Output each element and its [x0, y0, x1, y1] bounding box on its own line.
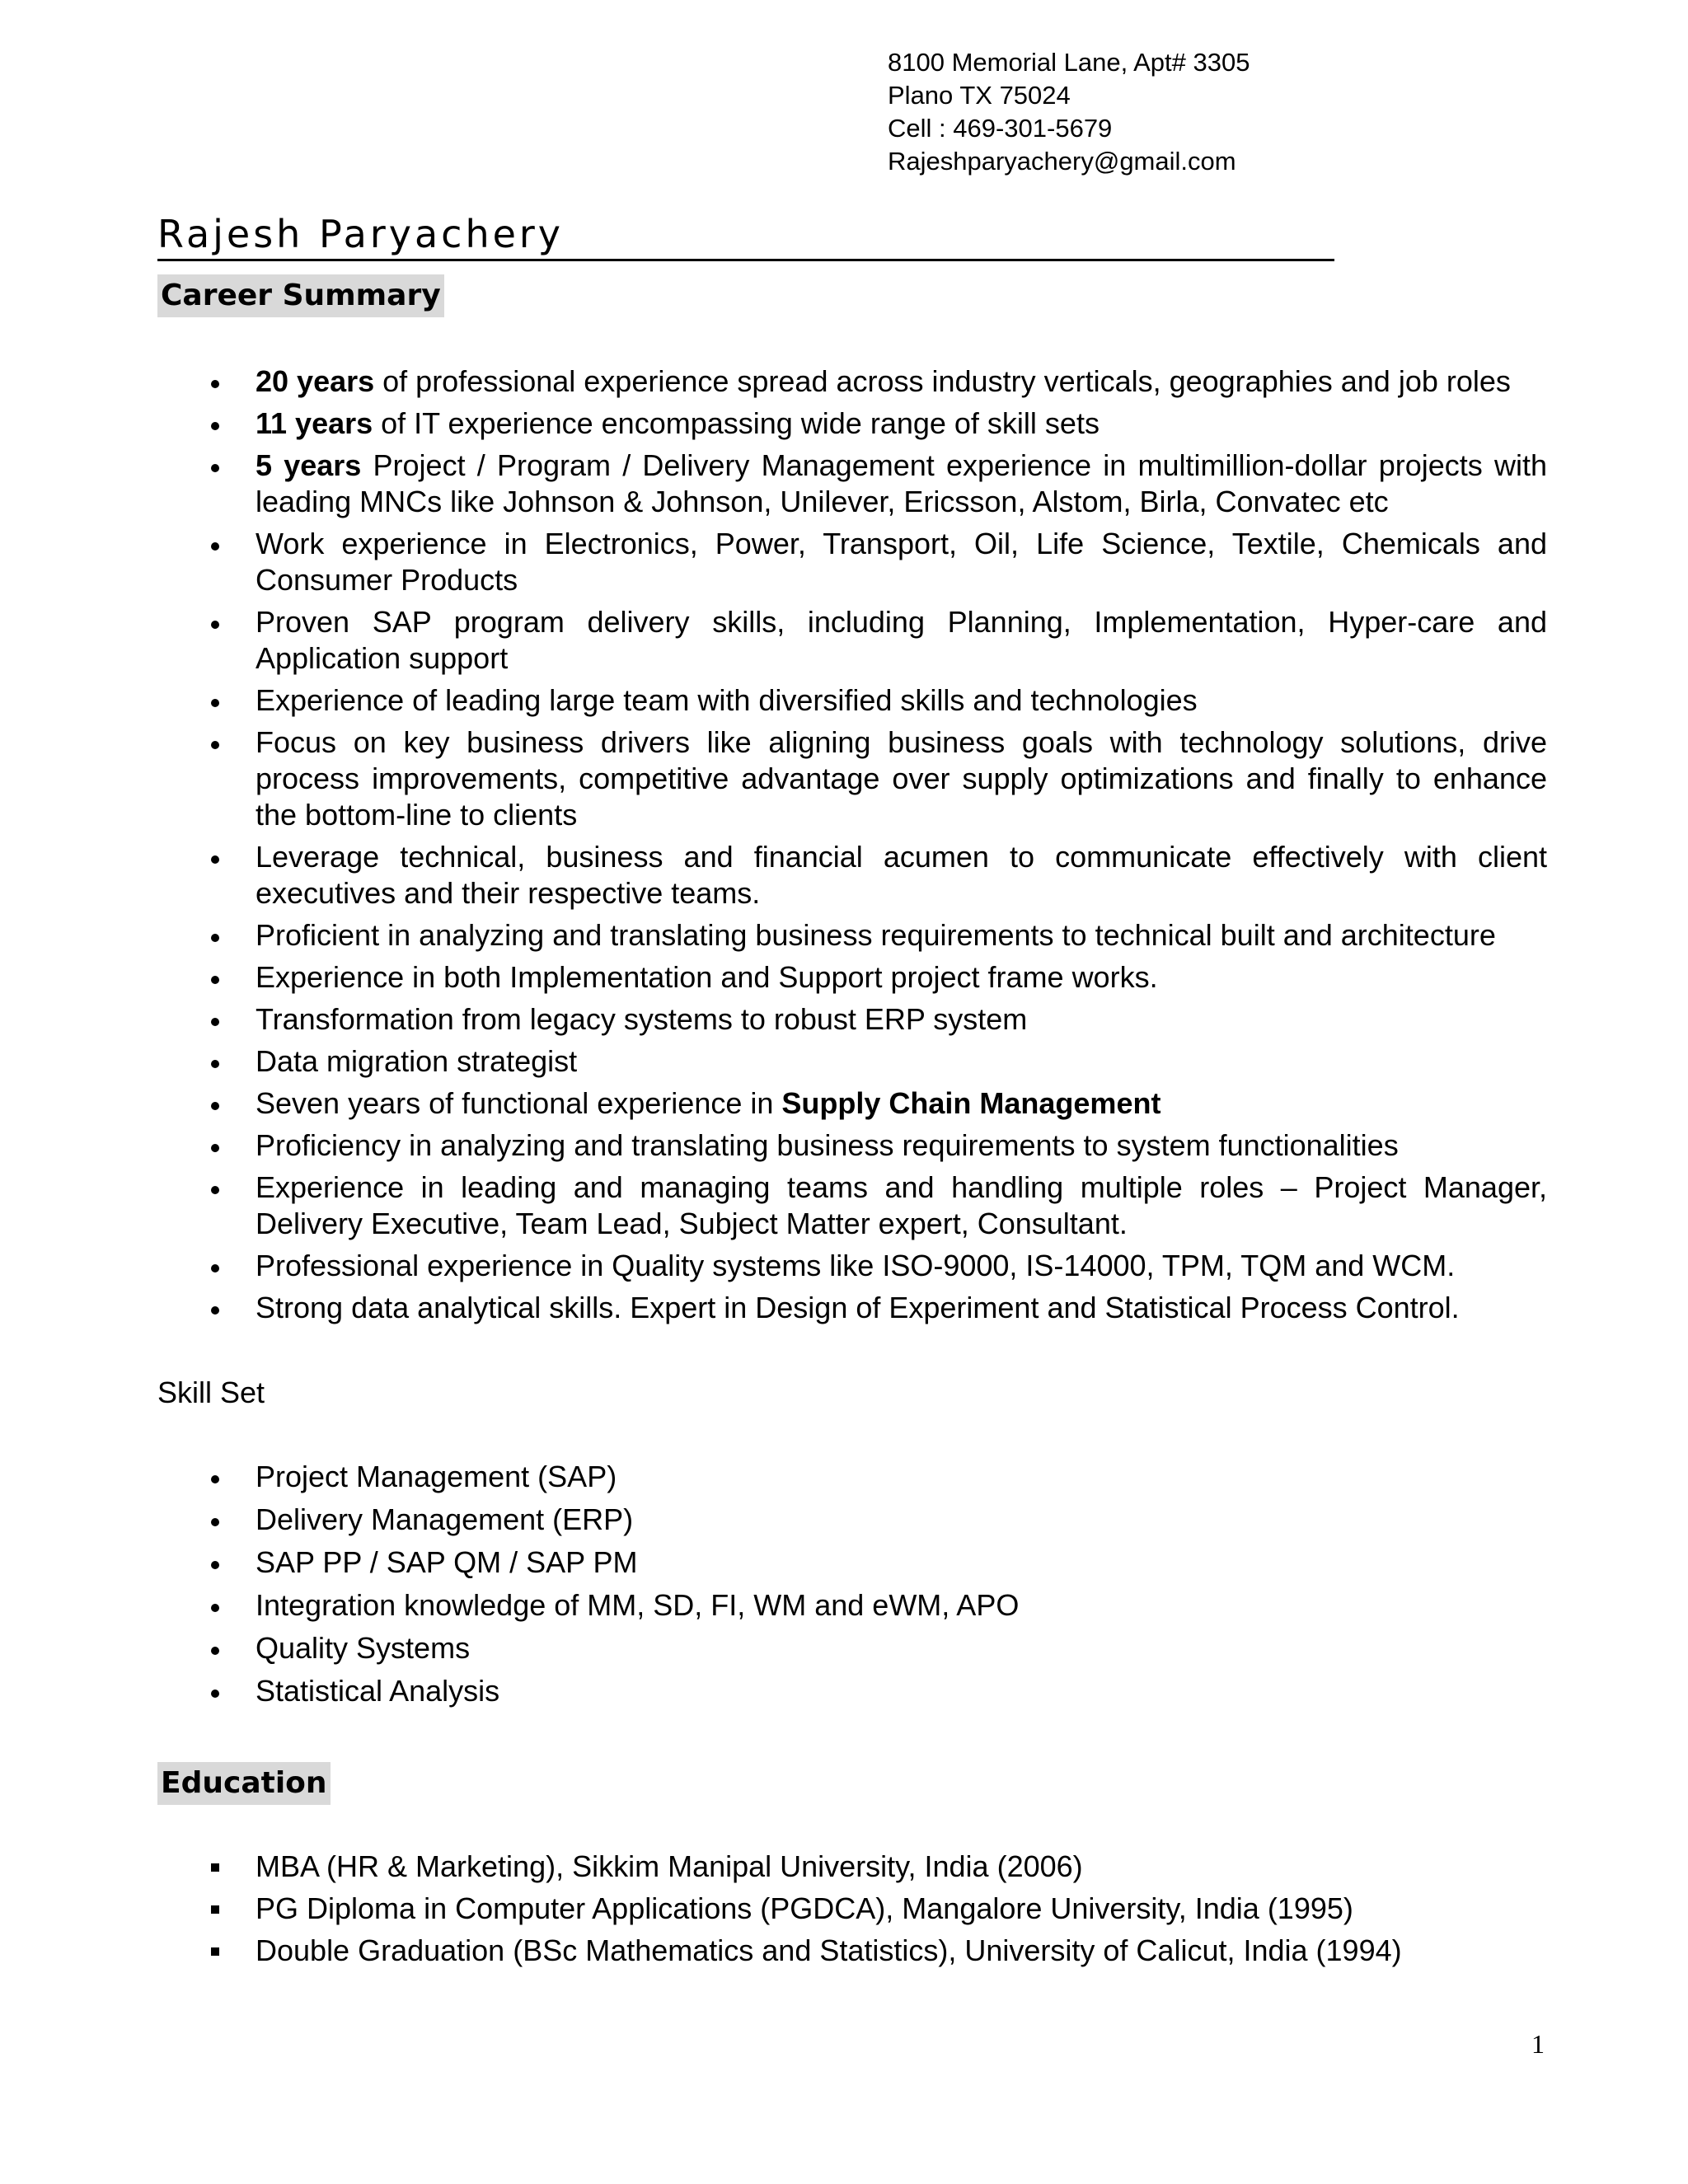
item-text: Quality Systems [256, 1631, 471, 1665]
bullet-icon [211, 1060, 219, 1068]
item-text: MBA (HR & Marketing), Sikkim Manipal University, India (2006) [256, 1849, 1083, 1883]
item-text: Proven SAP program delivery skills, including Planning, Implementation, Hyper-care and Application support [256, 605, 1547, 675]
list-item [256, 405, 1547, 442]
bullet-icon [211, 1306, 219, 1315]
career-summary-heading: Career Summary [157, 274, 444, 317]
item-text: Project Management (SAP) [256, 1460, 617, 1493]
bullet-icon [211, 380, 219, 388]
list-item [256, 1290, 1547, 1326]
list-item [256, 1127, 1547, 1164]
item-text: Experience in leading and managing teams and handling multiple roles – Project Manager, Delivery Executive, Team Lead, Subject Matter expert, Consultant. [256, 1170, 1547, 1240]
list-item [256, 1085, 1547, 1122]
list-item [256, 724, 1547, 833]
career-summary-list [256, 363, 1547, 1332]
name-header [157, 209, 1334, 261]
page-number: 1 [1531, 2029, 1545, 2059]
skill-set-heading: Skill Set [157, 1376, 265, 1409]
bullet-icon [211, 1018, 219, 1026]
item-text: Experience of leading large team with diversified skills and technologies [256, 683, 1198, 717]
education-list [256, 1849, 1547, 1975]
list-item [256, 1587, 1547, 1624]
address-street: 8100 Memorial Lane, Apt# 3305 [888, 48, 1250, 77]
bullet-icon [211, 1186, 219, 1194]
item-text: Data migration strategist [256, 1044, 578, 1078]
list-item [256, 839, 1547, 912]
list-item [256, 1043, 1547, 1080]
item-text: Proficiency in analyzing and translating business requirements to system functionalities [256, 1128, 1399, 1162]
item-text: Statistical Analysis [256, 1674, 500, 1708]
list-item [256, 682, 1547, 719]
item-highlight: 20 years [256, 364, 375, 398]
list-item [256, 1630, 1547, 1666]
list-item [256, 1001, 1547, 1038]
item-text: of IT experience encompassing wide range of skill sets [373, 406, 1100, 440]
education-heading: Education [157, 1762, 331, 1805]
list-item [256, 1544, 1547, 1581]
square-bullet-icon [211, 1863, 219, 1872]
item-text: Transformation from legacy systems to robust ERP system [256, 1002, 1028, 1036]
bullet-icon [211, 1561, 219, 1569]
list-item [256, 1459, 1547, 1495]
list-item [256, 363, 1547, 400]
square-bullet-icon [211, 1905, 219, 1914]
list-item [256, 1849, 1547, 1885]
list-item [256, 1248, 1547, 1284]
list-item [256, 959, 1547, 996]
bullet-icon [211, 934, 219, 942]
item-text: Double Graduation (BSc Mathematics and Statistics), University of Calicut, India (1994) [256, 1933, 1402, 1967]
list-item [256, 1502, 1547, 1538]
bullet-icon [211, 464, 219, 472]
list-item [256, 1169, 1547, 1242]
bullet-icon [211, 1102, 219, 1110]
item-text: Integration knowledge of MM, SD, FI, WM and eWM, APO [256, 1588, 1020, 1622]
bullet-icon [211, 1604, 219, 1612]
square-bullet-icon [211, 1947, 219, 1956]
bullet-icon [211, 1518, 219, 1526]
bullet-icon [211, 976, 219, 984]
list-item [256, 526, 1547, 598]
bullet-icon [211, 855, 219, 864]
bullet-icon [211, 621, 219, 629]
bullet-icon [211, 1647, 219, 1655]
bullet-icon [211, 542, 219, 551]
contact-block [888, 46, 1250, 178]
candidate-name: Rajesh Paryachery [157, 212, 565, 256]
list-item [256, 917, 1547, 954]
email-address: Rajeshparyachery@gmail.com [888, 147, 1236, 176]
bullet-icon [211, 1690, 219, 1698]
bullet-icon [211, 741, 219, 749]
item-text: of professional experience spread across industry verticals, geographies and job roles [374, 364, 1511, 398]
item-text: Strong data analytical skills. Expert in Design of Experiment and Statistical Process Control. [256, 1291, 1460, 1324]
item-text: Focus on key business drivers like aligning business goals with technology solutions, drive process improvements, competitive advantage over supply optimizations and finally to enhance the bottom-line to clients [256, 725, 1547, 832]
bullet-icon [211, 1475, 219, 1483]
item-highlight: Supply Chain Management [781, 1086, 1161, 1120]
item-highlight: 5 years [256, 448, 362, 482]
list-item [256, 448, 1547, 520]
item-text: Work experience in Electronics, Power, Transport, Oil, Life Science, Textile, Chemicals and Consumer Products [256, 527, 1547, 597]
list-item [256, 604, 1547, 677]
skill-set-list [256, 1459, 1547, 1716]
address-city: Plano TX 75024 [888, 81, 1071, 110]
item-text: Delivery Management (ERP) [256, 1502, 634, 1536]
cell-phone: Cell : 469-301-5679 [888, 114, 1113, 143]
item-text: Professional experience in Quality systems like ISO-9000, IS-14000, TPM, TQM and WCM. [256, 1249, 1456, 1282]
bullet-icon [211, 1144, 219, 1152]
item-text: PG Diploma in Computer Applications (PGDCA), Mangalore University, India (1995) [256, 1891, 1353, 1925]
item-text: Leverage technical, business and financial acumen to communicate effectively with client executives and their respective teams. [256, 840, 1547, 910]
list-item [256, 1673, 1547, 1709]
item-text: SAP PP / SAP QM / SAP PM [256, 1545, 638, 1579]
item-text: Proficient in analyzing and translating business requirements to technical built and architecture [256, 918, 1496, 952]
item-highlight: 11 years [256, 406, 373, 440]
list-item [256, 1891, 1547, 1927]
item-text: Seven years of functional experience in [256, 1086, 782, 1120]
bullet-icon [211, 699, 219, 707]
item-text: Experience in both Implementation and Support project frame works. [256, 960, 1158, 994]
item-text: Project / Program / Delivery Management experience in multimillion-dollar projects with leading MNCs like Johnson & Johnson, Unilever, Ericsson, Alstom, Birla, Convatec etc [256, 448, 1548, 518]
bullet-icon [211, 1264, 219, 1272]
list-item [256, 1933, 1547, 1969]
bullet-icon [211, 422, 219, 430]
